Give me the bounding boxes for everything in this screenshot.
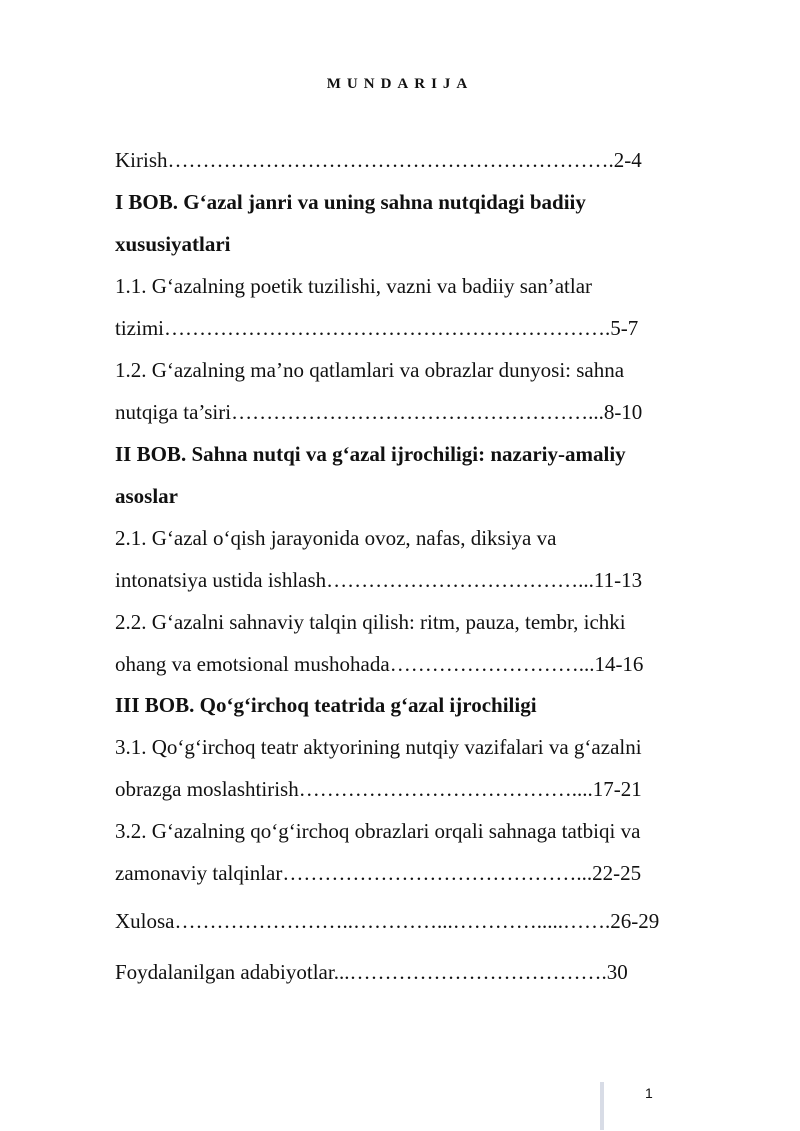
- toc-section-2-1-cont: intonatsiya ustida ishlash………………………………...11-13: [115, 568, 643, 592]
- toc-line-conclusion: Xulosa……………………..…………...………….....…….26-29: [115, 909, 660, 933]
- toc-chapter-2-heading-cont: asoslar: [115, 484, 178, 508]
- toc-line-intro: Kirish……………………………………………………….2-4: [115, 148, 642, 172]
- page-number: 1: [645, 1085, 653, 1101]
- toc-section-3-1: 3.1. Qo‘g‘irchoq teatr aktyorining nutqiy vazifalari va g‘azalni: [115, 735, 642, 759]
- page-footer-divider: [600, 1082, 604, 1130]
- toc-chapter-2-heading: II BOB. Sahna nutqi va g‘azal ijrochiligi: nazariy-amaliy: [115, 442, 626, 466]
- toc-section-1-1: 1.1. G‘azalning poetik tuzilishi, vazni va badiiy san’atlar: [115, 274, 593, 298]
- toc-section-1-2: 1.2. G‘azalning ma’no qatlamlari va obrazlar dunyosi: sahna: [115, 358, 625, 382]
- toc-chapter-1-heading: I BOB. G‘azal janri va uning sahna nutqidagi badiiy: [115, 190, 586, 214]
- toc-line-references: Foydalanilgan adabiyotlar...……………………………….30: [115, 960, 628, 984]
- toc-section-1-2-cont: nutqiga ta’siri……………………………………………...8-10: [115, 400, 643, 424]
- toc-chapter-3-heading: III BOB. Qo‘g‘irchoq teatrida g‘azal ijrochiligi: [115, 693, 537, 717]
- toc-section-3-2-cont: zamonaviy talqinlar……………………………………...22-25: [115, 861, 642, 885]
- document-title: MUNDARIJA: [326, 76, 474, 92]
- toc-section-2-1: 2.1. G‘azal o‘qish jarayonida ovoz, nafas, diksiya va: [115, 526, 557, 550]
- toc-section-2-2: 2.2. G‘azalni sahnaviy talqin qilish: ritm, pauza, tembr, ichki: [115, 610, 626, 634]
- toc-section-3-1-cont: obrazga moslashtirish…………………………………....17-21: [115, 777, 642, 801]
- toc-section-1-1-cont: tizimi……………………………………………………….5-7: [115, 316, 639, 340]
- toc-chapter-1-heading-cont: xususiyatlari: [115, 232, 231, 256]
- toc-section-2-2-cont: ohang va emotsional mushohada………………………...14-16: [115, 652, 644, 676]
- toc-section-3-2: 3.2. G‘azalning qo‘g‘irchoq obrazlari orqali sahnaga tatbiqi va: [115, 819, 641, 843]
